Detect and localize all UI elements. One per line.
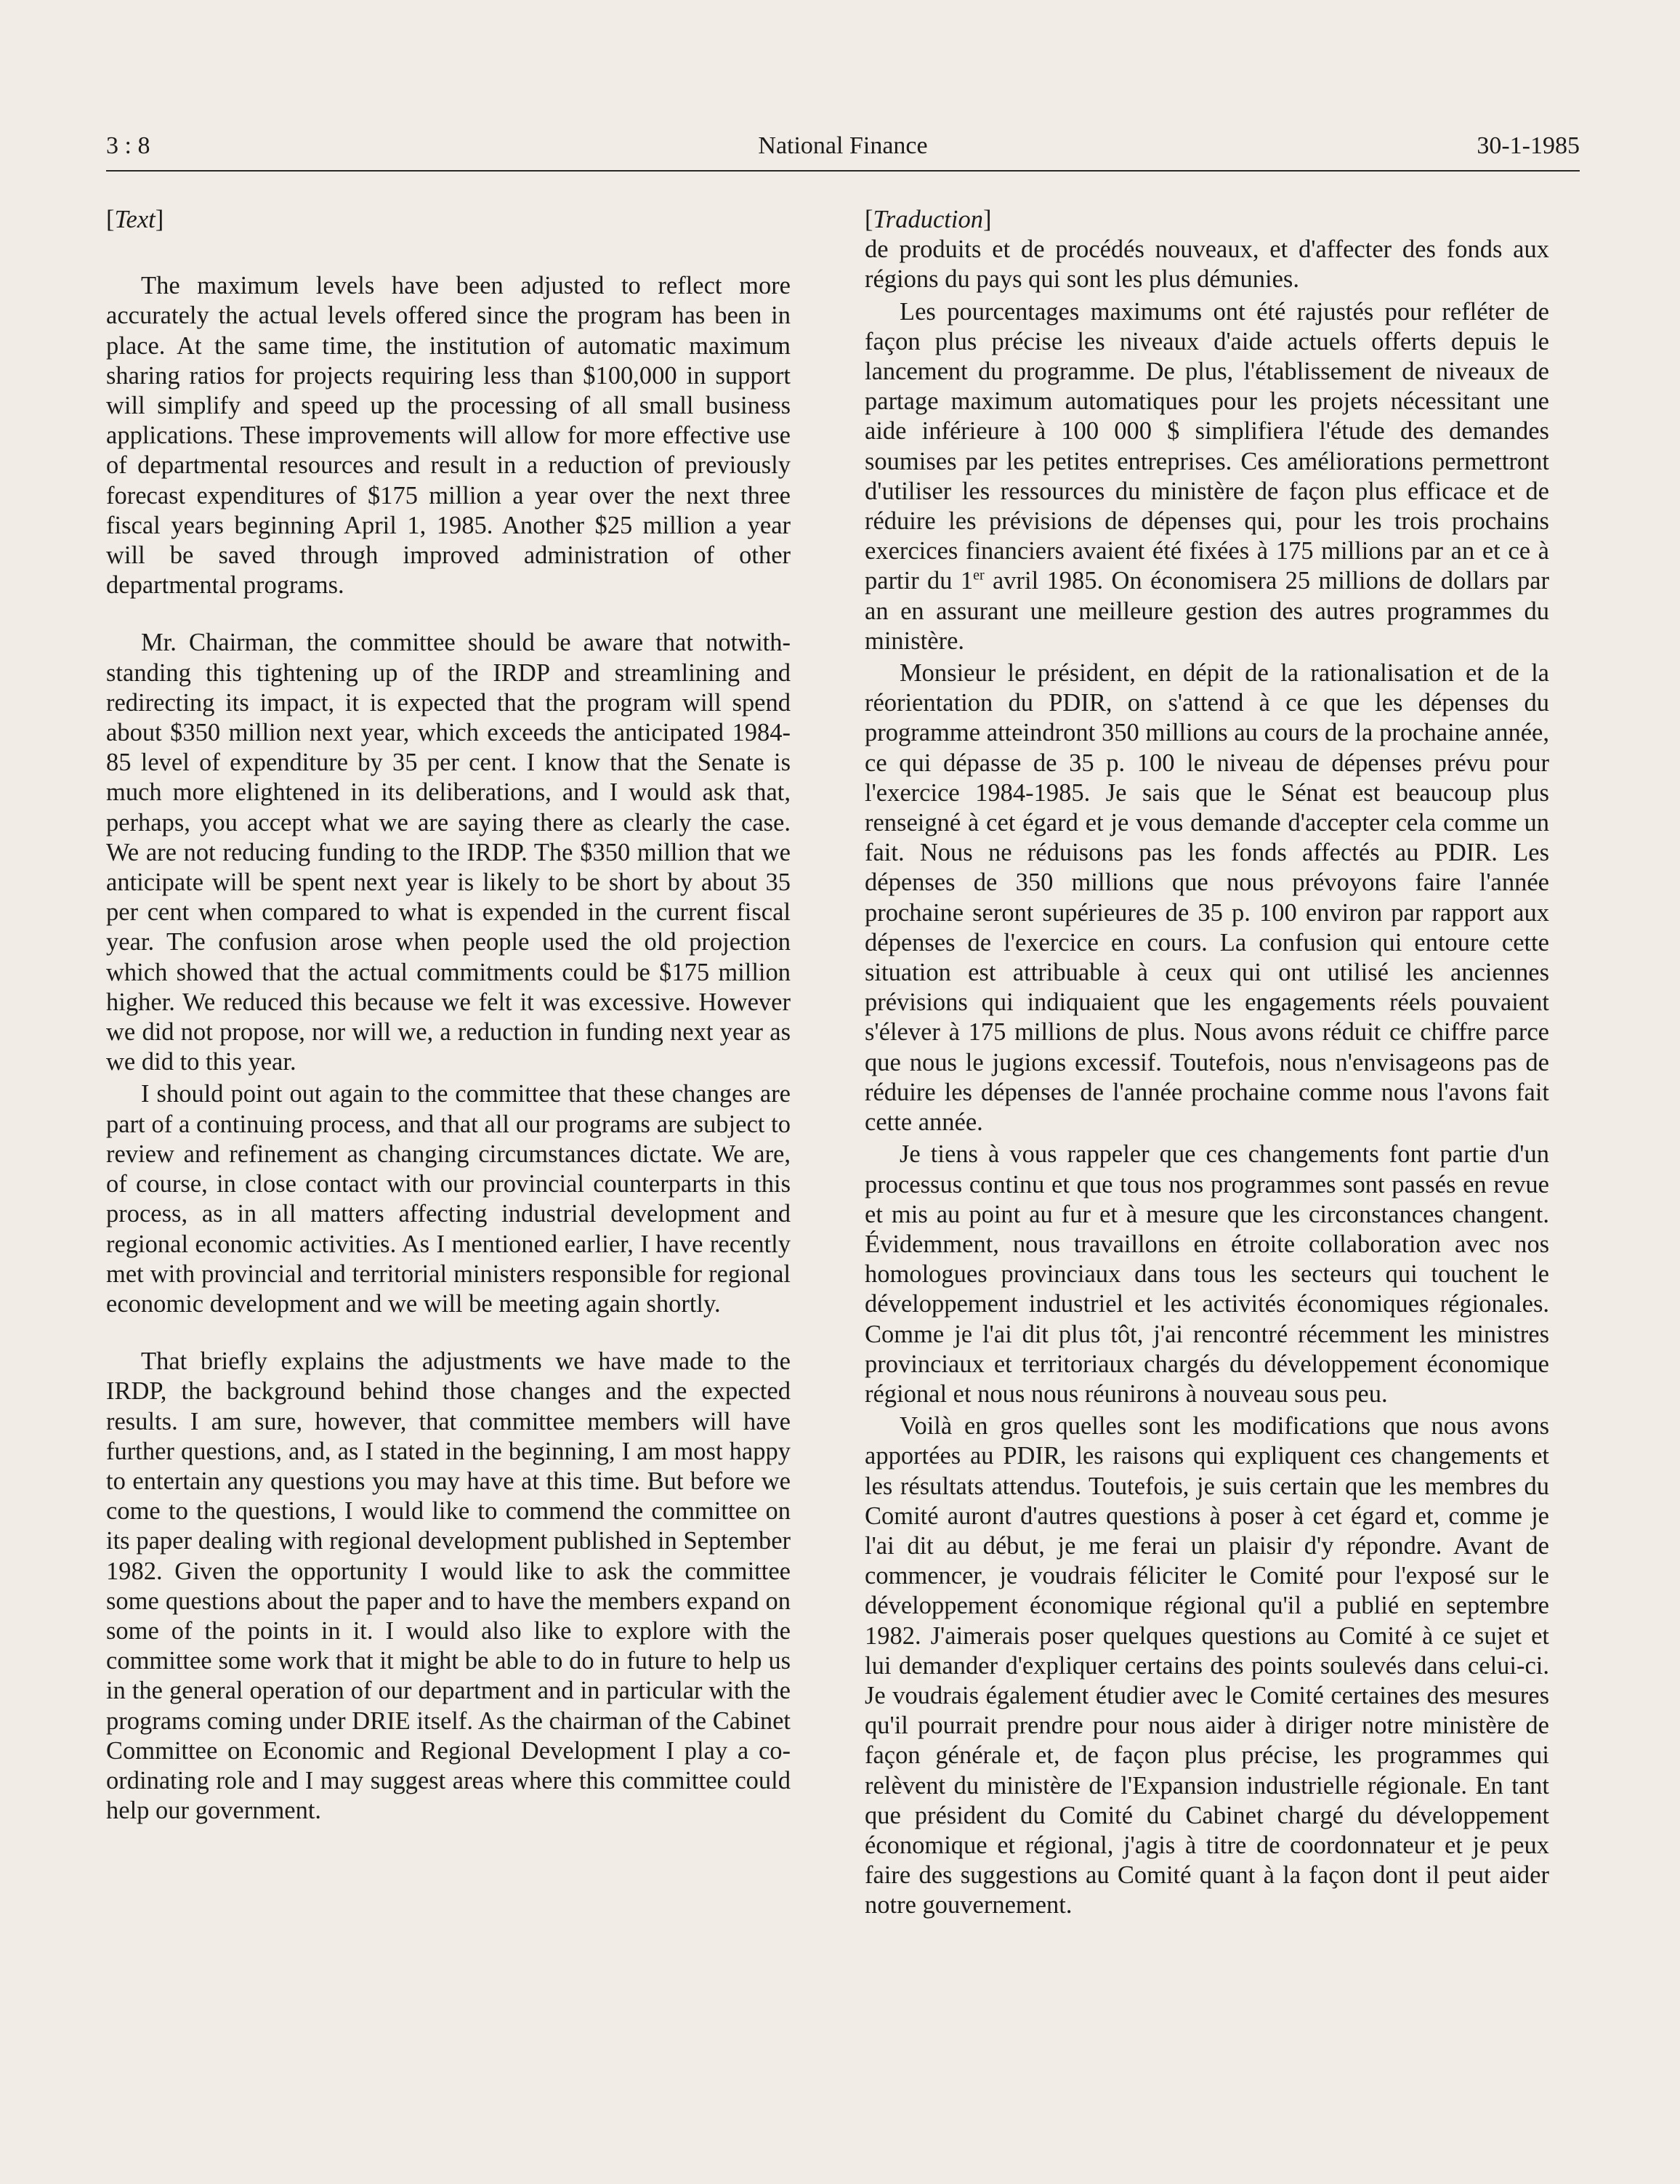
english-label-text: Text [114,206,156,233]
english-paragraph: That briefly explains the adjustments we have made to the IRDP, the background behind those changes and the expected results. I am sure, however, that committee members will have further questions, and, as I stated in the beginning, I am most happy to entertain any questions you may have at this time. But before we come to the questions, I would like to commend the committee on its paper dealing with regional development published in September 1982. Given the opportunity I would like to ask the committee some questions about the paper and to have the members expand on some of the points in it. I would also like to explore with the committee some work that it might be able to do in future to help us in the general operation of our department and in particular with the programs coming under DRIE itself. As the chairman of the Cabinet Committee on Economic and Regional Development I play a co-ordinating role and I may suggest areas where this committee could help our government. [106,1347,791,1825]
french-paragraph: Monsieur le président, en dépit de la rationalisation et de la réorientation du PDIR, on s'attend à ce que les dépenses du programme atteindront 350 millions au cours de la prochaine année, ce qui dépasse de 35 p. 100 le niveau de dépenses prévu pour l'exercice 1984-1985. Je sais que le Sénat est beaucoup plus renseigné à cet égard et je vous demande d'accepter cela comme un fait. Nous ne réduisons pas les fonds affectés au PDIR. Les dépenses de 350 millions que nous prévoyons faire l'année prochaine seront supérieures de 35 p. 100 environ par rapport aux dépenses de l'exercice en cours. La confusion qui entoure cette situation est attribuable à ceux qui ont utilisé les anciennes prévisions qui indiquaient que les engagements réels pouvaient s'élever à 175 millions de plus. Nous avons réduit ce chiffre parce que nous le jugions excessif. Toutefois, nous n'envisageons pas de réduire les dépenses de l'année prochaine comme nous l'avons fait cette année. [865,659,1549,1137]
french-column [865,205,1549,1921]
french-label-text: Traduction [873,206,983,233]
header-date: 30-1-1985 [1477,132,1580,159]
english-label: [Text] [106,206,164,233]
header-page-number: 3 : 8 [106,132,150,159]
page-header [106,132,1580,170]
english-paragraph: Mr. Chairman, the committee should be aware that notwithstanding this tightening up of the IRDP and streamlining and redirecting its impact, it is expected that the program will spend about $350 million next year, which exceeds the anticipated 1984-85 level of expenditure by 35 per cent. I know that the Senate is much more elightened in its deliberations, and I would ask that, perhaps, you accept what we are saying there as clearly the case. We are not reducing funding to the IRDP. The $350 million that we anticipate will be spent next year is likely to be short by about 35 per cent when compared to what is expended in the current fiscal year. The confusion arose when people used the old projection which showed that the actual commitments could be $175 million higher. We reduced this because we felt it was excessive. However we did not propose, nor will we, a reduction in funding next year as we did to this year. [106,629,791,1076]
header-rule [106,170,1580,172]
english-paragraph: The maximum levels have been adjusted to reflect more accurately the actual levels offered since the program has been in place. At the same time, the institution of automatic maximum sharing ratios for projects requiring less than $100,000 in support will simplify and speed up the processing of all small business applications. These improvements will allow for more effective use of departmental resources and result in a reduction of previously forecast expenditures of $175 million a year over the next three fiscal years beginning April 1, 1985. Another $25 million a year will be saved through improved administration of other departmental programs. [106,272,791,600]
header-title: National Finance [758,132,928,159]
english-column [106,205,791,1826]
french-paragraph: de produits et de procédés nouveaux, et d'affecter des fonds aux régions du pays qui sont les plus démunies. [865,235,1549,294]
french-paragraph: Les pourcentages maximums ont été rajustés pour refléter de façon plus précise les niveaux d'aide actuels offerts depuis le lancement du programme. De plus, l'établissement de niveaux de partage maximum automatiques pour les projets nécessitant une aide inférieure à 100 000 $ simplifiera l'étude des demandes soumises par les petites entreprises. Ces améliorations permettront d'utiliser les ressources du ministère de façon plus efficace et de réduire les prévisions de dépenses qui, pour les trois prochains exercices financiers avaient été fixées à 175 millions par an et ce à partir du 1er avril 1985. On économisera 25 millions de dollars par an en assurant une meilleure gestion des autres programmes du ministère. [865,297,1549,655]
french-paragraph: Voilà en gros quelles sont les modifications que nous avons apportées au PDIR, les raisons qui expliquent ces changements et les résultats attendus. Toutefois, je suis certain que les membres du Comité auront d'autres questions à poser à cet égard et, comme je l'ai dit au début, je me ferai un plaisir d'y répondre. Avant de commencer, je voudrais féliciter le Comité pour l'exposé sur le développement économique régional qu'il a publié en septembre 1982. J'aimerais poser quelques questions au Comité à ce sujet et lui demander d'expliquer certains des points soulevés dans celui-ci. Je voudrais également étudier avec le Comité certaines des mesures qu'il pourrait prendre pour nous aider à diriger notre ministère de façon générale et, de façon plus précise, les programmes qui relèvent du ministère de l'Expansion industrielle régionale. En tant que président du Comité du Cabinet chargé du développement économique et régional, j'agis à titre de coordonnateur et je peux faire des suggestions au Comité quant à la façon dont il peut aider notre gouvernement. [865,1412,1549,1919]
french-paragraph: Je tiens à vous rappeler que ces changements font partie d'un processus continu et que tous nos programmes sont passés en revue et mis au point au fur et à mesure que les circonstances changent. Évidemment, nous travaillons en étroite collaboration avec nos homologues provinciaux dans tous les secteurs qui touchent le développement industriel et les activités économiques régionales. Comme je l'ai dit plus tôt, j'ai rencontré récemment les ministres provinciaux et territoriaux chargés du développement économique régional et nous nous réunirons à nouveau sous peu. [865,1140,1549,1408]
french-label: [Traduction] [865,206,992,233]
english-paragraph: I should point out again to the committee that these changes are part of a continuing process, and that all our programs are subject to review and refinement as changing circumstances dictate. We are, of course, in close contact with our provincial counterparts in this process, as in all matters affecting industrial development and regional economic activities. As I mentioned earlier, I have recently met with provincial and territorial ministers responsible for regional economic development and we will be meeting again shortly. [106,1080,791,1318]
